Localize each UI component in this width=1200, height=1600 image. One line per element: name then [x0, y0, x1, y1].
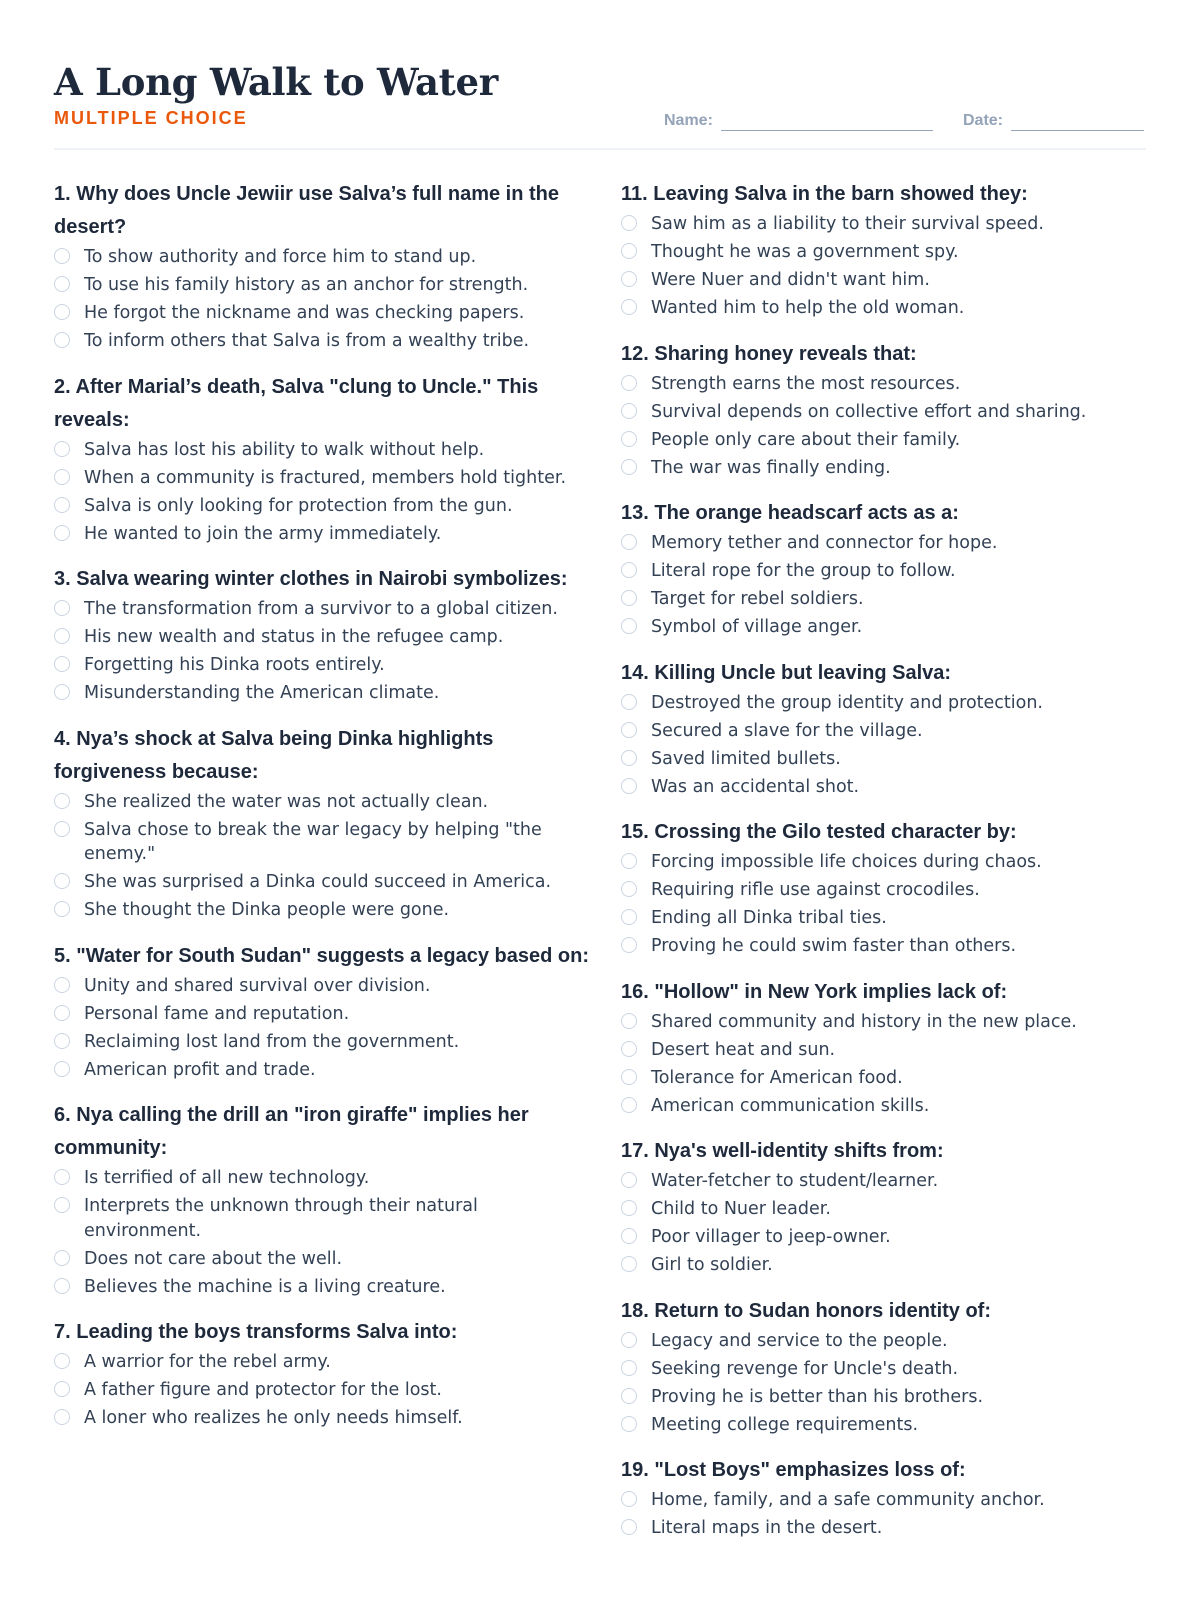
radio-button[interactable]	[621, 1069, 637, 1085]
radio-button[interactable]	[54, 497, 70, 513]
answer-option[interactable]	[54, 625, 589, 650]
answer-option-text: His new wealth and status in the refugee camp.	[84, 627, 504, 647]
answer-option-text: Target for rebel soldiers.	[651, 589, 864, 609]
question-block	[621, 976, 1151, 1119]
radio-button[interactable]	[621, 853, 637, 869]
answer-option[interactable]	[621, 615, 1151, 640]
radio-button[interactable]	[621, 909, 637, 925]
answer-option[interactable]	[54, 1247, 589, 1272]
radio-button[interactable]	[54, 332, 70, 348]
question-text: 15. Crossing the Gilo tested character by:	[621, 821, 1017, 843]
answer-option[interactable]	[621, 1197, 1151, 1222]
radio-button[interactable]	[621, 618, 637, 634]
answer-option-text: Salva is only looking for protection from the gun.	[84, 495, 513, 516]
answer-option[interactable]	[621, 878, 1151, 903]
answer-option[interactable]	[621, 372, 1151, 397]
radio-button[interactable]	[621, 1416, 637, 1432]
answer-option[interactable]	[621, 1413, 1151, 1438]
radio-button[interactable]	[54, 525, 70, 541]
question-text: 3. Salva wearing winter clothes in Nairobi symbolizes:	[54, 568, 568, 590]
answer-option-text: Memory tether and connector for hope.	[651, 533, 998, 553]
radio-button[interactable]	[54, 1197, 70, 1213]
answer-option[interactable]	[621, 906, 1151, 931]
radio-button[interactable]	[54, 276, 70, 292]
question-text: 2. After Marial’s death, Salva "clung to Uncle." This reveals:	[54, 375, 539, 431]
radio-button[interactable]	[621, 590, 637, 606]
answer-option-text: Reclaiming lost land from the government.	[84, 1031, 460, 1052]
answer-option[interactable]	[621, 428, 1151, 453]
answer-option[interactable]	[54, 597, 589, 622]
answer-option[interactable]	[621, 1329, 1151, 1354]
answer-option[interactable]	[621, 1357, 1151, 1382]
radio-button[interactable]	[621, 881, 637, 897]
page-title: A Long Walk to Water	[54, 60, 498, 104]
answer-option-text: Child to Nuer leader.	[651, 1199, 831, 1219]
radio-button[interactable]	[621, 431, 637, 447]
page-subtitle: MULTIPLE CHOICE	[54, 108, 248, 128]
answer-option-text: Believes the machine is a living creature.	[84, 1276, 446, 1297]
answer-option-text: Unity and shared survival over division.	[84, 975, 431, 996]
answer-option[interactable]	[621, 747, 1151, 772]
answer-option[interactable]	[54, 818, 589, 867]
answer-option[interactable]	[54, 1194, 589, 1243]
question-block	[621, 178, 1151, 321]
answer-option[interactable]	[621, 240, 1151, 265]
radio-button[interactable]	[621, 1172, 637, 1188]
radio-button[interactable]	[621, 1228, 637, 1244]
answer-option-text: Was an accidental shot.	[651, 776, 860, 797]
question-text: 11. Leaving Salva in the barn showed they:	[621, 183, 1028, 205]
radio-button[interactable]	[621, 1097, 637, 1113]
worksheet-header	[54, 58, 1146, 134]
radio-button[interactable]	[621, 215, 637, 231]
answer-option-text: Forcing impossible life choices during chaos.	[651, 852, 1042, 872]
answer-option-text: Interprets the unknown through their natural environment.	[84, 1196, 478, 1241]
question-block	[54, 723, 589, 923]
answer-option[interactable]	[621, 1038, 1151, 1063]
answer-option-text: Water-fetcher to student/learner.	[651, 1171, 939, 1191]
question-block	[54, 1316, 589, 1431]
answer-option-text: Literal maps in the desert.	[651, 1518, 883, 1538]
answer-option[interactable]	[621, 296, 1151, 321]
answer-option-text: Is terrified of all new technology.	[84, 1168, 370, 1188]
question-text: 16. "Hollow" in New York implies lack of:	[621, 980, 1008, 1003]
answer-option-text: Poor villager to jeep-owner.	[651, 1227, 891, 1247]
radio-button[interactable]	[54, 684, 70, 700]
answer-option[interactable]	[54, 301, 589, 326]
answer-option-text: A warrior for the rebel army.	[84, 1352, 331, 1372]
radio-button[interactable]	[54, 1278, 70, 1294]
name-line[interactable]	[721, 110, 933, 131]
answer-option-text: Proving he could swim faster than others.	[651, 936, 1017, 956]
radio-button[interactable]	[54, 248, 70, 264]
question-text: 7. Leading the boys transforms Salva into:	[54, 1321, 458, 1343]
answer-option-text: Saw him as a liability to their survival speed.	[651, 214, 1044, 234]
answer-option[interactable]	[621, 1253, 1151, 1278]
answer-option-text: Symbol of village anger.	[651, 617, 863, 637]
answer-option[interactable]	[54, 1058, 589, 1083]
date-line[interactable]	[1011, 110, 1144, 131]
answer-option[interactable]	[621, 400, 1151, 425]
right-question-column	[621, 178, 1151, 1558]
answer-option-text: She thought the Dinka people were gone.	[84, 900, 450, 920]
radio-button[interactable]	[621, 271, 637, 287]
answer-option[interactable]	[54, 494, 589, 519]
answer-option-text: When a community is fractured, members hold tighter.	[84, 467, 567, 488]
answer-option-text: Destroyed the group identity and protection.	[651, 692, 1043, 713]
answer-option[interactable]	[621, 1066, 1151, 1091]
answer-option-text: Forgetting his Dinka roots entirely.	[84, 655, 385, 675]
answer-option[interactable]	[621, 456, 1151, 481]
radio-button[interactable]	[621, 1256, 637, 1272]
left-question-column	[54, 178, 589, 1448]
answer-option-text: To inform others that Salva is from a wealthy tribe.	[84, 331, 530, 351]
answer-option-text: Salva chose to break the war legacy by helping "the enemy."	[84, 819, 542, 864]
question-text: 14. Killing Uncle but leaving Salva:	[621, 661, 952, 684]
radio-button[interactable]	[621, 562, 637, 578]
answer-option-text: Survival depends on collective effort and sharing.	[651, 401, 1087, 422]
question-text: 12. Sharing honey reveals that:	[621, 342, 917, 365]
radio-button[interactable]	[621, 937, 637, 953]
answer-option-text: Wanted him to help the old woman.	[651, 298, 965, 318]
answer-option-text: Proving he is better than his brothers.	[651, 1386, 984, 1407]
question-block	[54, 371, 589, 547]
answer-option[interactable]	[54, 1406, 589, 1431]
answer-option[interactable]	[54, 870, 589, 895]
radio-button[interactable]	[54, 793, 70, 809]
answer-option[interactable]	[54, 245, 589, 270]
answer-option-text: Thought he was a government spy.	[651, 242, 959, 262]
answer-option[interactable]	[621, 850, 1151, 875]
answer-option[interactable]	[621, 719, 1151, 744]
radio-button[interactable]	[621, 243, 637, 259]
answer-option[interactable]	[621, 1094, 1151, 1119]
answer-option[interactable]	[621, 1488, 1151, 1513]
answer-option-text: Secured a slave for the village.	[651, 720, 923, 741]
radio-button[interactable]	[621, 1519, 637, 1535]
answer-option-text: Literal rope for the group to follow.	[651, 561, 956, 581]
answer-option-text: Salva has lost his ability to walk without help.	[84, 439, 485, 460]
answer-option[interactable]	[621, 1225, 1151, 1250]
header-row	[54, 106, 1146, 134]
radio-button[interactable]	[621, 778, 637, 794]
answer-option-text: She realized the water was not actually clean.	[84, 791, 489, 812]
question-block	[621, 1454, 1151, 1541]
radio-button[interactable]	[54, 304, 70, 320]
answer-option[interactable]	[54, 1030, 589, 1055]
answer-option-text: Saved limited bullets.	[651, 748, 841, 769]
answer-option-text: The transformation from a survivor to a global citizen.	[84, 599, 558, 619]
radio-button[interactable]	[621, 375, 637, 391]
answer-option[interactable]	[54, 438, 589, 463]
question-block	[621, 338, 1151, 481]
radio-button[interactable]	[54, 901, 70, 917]
radio-button[interactable]	[54, 1005, 70, 1021]
radio-button[interactable]	[621, 1013, 637, 1029]
name-field[interactable]	[664, 110, 933, 131]
radio-button[interactable]	[54, 600, 70, 616]
answer-option[interactable]	[54, 1002, 589, 1027]
answer-option[interactable]	[621, 1010, 1151, 1035]
radio-button[interactable]	[621, 722, 637, 738]
answer-option[interactable]	[621, 1169, 1151, 1194]
answer-option[interactable]	[54, 790, 589, 815]
radio-button[interactable]	[54, 656, 70, 672]
radio-button[interactable]	[54, 821, 70, 837]
answer-option[interactable]	[621, 212, 1151, 237]
radio-button[interactable]	[621, 1200, 637, 1216]
question-block	[54, 563, 589, 706]
answer-option[interactable]	[54, 466, 589, 491]
answer-option[interactable]	[621, 1516, 1151, 1541]
answer-option-text: Tolerance for American food.	[651, 1067, 903, 1088]
radio-button[interactable]	[54, 873, 70, 889]
answer-option-text: Girl to soldier.	[651, 1255, 773, 1275]
answer-option-text: Meeting college requirements.	[651, 1414, 919, 1435]
answer-option-text: Legacy and service to the people.	[651, 1330, 948, 1351]
answer-option-text: Strength earns the most resources.	[651, 373, 961, 394]
name-label: Name:	[664, 112, 713, 129]
radio-button[interactable]	[621, 1332, 637, 1348]
answer-option-text: Personal fame and reputation.	[84, 1003, 350, 1024]
radio-button[interactable]	[54, 977, 70, 993]
answer-option-text: The war was finally ending.	[651, 457, 891, 478]
answer-option[interactable]	[621, 268, 1151, 293]
answer-option-text: A father figure and protector for the lost.	[84, 1380, 442, 1400]
radio-button[interactable]	[621, 1388, 637, 1404]
radio-button[interactable]	[54, 1061, 70, 1077]
answer-option[interactable]	[54, 1275, 589, 1300]
answer-option-text: Desert heat and sun.	[651, 1039, 836, 1060]
radio-button[interactable]	[621, 459, 637, 475]
answer-option-text: People only care about their family.	[651, 429, 961, 450]
radio-button[interactable]	[54, 1409, 70, 1425]
radio-button[interactable]	[54, 1381, 70, 1397]
answer-option-text: He forgot the nickname and was checking papers.	[84, 303, 525, 323]
question-block	[54, 940, 589, 1083]
radio-button[interactable]	[621, 1360, 637, 1376]
question-text: 18. Return to Sudan honors identity of:	[621, 1299, 991, 1322]
question-block	[621, 816, 1151, 959]
radio-button[interactable]	[621, 403, 637, 419]
radio-button[interactable]	[54, 1353, 70, 1369]
question-text: 5. "Water for South Sudan" suggests a legacy based on:	[54, 944, 589, 967]
answer-option-text: Ending all Dinka tribal ties.	[651, 908, 887, 928]
answer-option-text: A loner who realizes he only needs himself.	[84, 1408, 463, 1428]
answer-option-text: Does not care about the well.	[84, 1248, 343, 1269]
answer-option-text: Home, family, and a safe community anchor.	[651, 1490, 1045, 1510]
answer-option-text: Were Nuer and didn't want him.	[651, 270, 930, 290]
question-block	[54, 178, 589, 354]
question-text: 19. "Lost Boys" emphasizes loss of:	[621, 1459, 966, 1481]
answer-option-text: Misunderstanding the American climate.	[84, 683, 440, 703]
answer-option[interactable]	[54, 522, 589, 547]
answer-option[interactable]	[621, 1385, 1151, 1410]
question-block	[621, 1135, 1151, 1278]
radio-button[interactable]	[54, 441, 70, 457]
answer-option-text: He wanted to join the army immediately.	[84, 523, 442, 544]
answer-option-text: To show authority and force him to stand up.	[84, 247, 477, 267]
answer-option-text: Seeking revenge for Uncle's death.	[651, 1358, 959, 1379]
answer-option[interactable]	[621, 775, 1151, 800]
radio-button[interactable]	[54, 469, 70, 485]
answer-option[interactable]	[621, 691, 1151, 716]
radio-button[interactable]	[621, 1491, 637, 1507]
date-label: Date:	[963, 112, 1004, 129]
answer-option[interactable]	[621, 587, 1151, 612]
answer-option[interactable]	[54, 329, 589, 354]
question-text: 4. Nya’s shock at Salva being Dinka highlights forgiveness because:	[54, 727, 494, 783]
question-text: 17. Nya's well-identity shifts from:	[621, 1140, 944, 1162]
question-block	[621, 497, 1151, 640]
question-block	[621, 1295, 1151, 1438]
answer-option[interactable]	[54, 273, 589, 298]
answer-option[interactable]	[54, 681, 589, 706]
question-block	[54, 1099, 589, 1299]
question-text: 13. The orange headscarf acts as a:	[621, 502, 959, 524]
answer-option-text: American communication skills.	[651, 1095, 930, 1116]
answer-option[interactable]	[54, 1378, 589, 1403]
answer-option-text: Requiring rifle use against crocodiles.	[651, 880, 980, 900]
answer-option[interactable]	[54, 653, 589, 678]
radio-button[interactable]	[621, 299, 637, 315]
header-divider	[54, 148, 1146, 150]
answer-option[interactable]	[621, 559, 1151, 584]
answer-option[interactable]	[54, 974, 589, 999]
date-field[interactable]	[963, 110, 1144, 131]
answer-option[interactable]	[54, 1350, 589, 1375]
radio-button[interactable]	[54, 1250, 70, 1266]
radio-button[interactable]	[54, 1169, 70, 1185]
answer-option-text: She was surprised a Dinka could succeed in America.	[84, 872, 552, 892]
answer-option-text: Shared community and history in the new place.	[651, 1011, 1077, 1032]
radio-button[interactable]	[621, 694, 637, 710]
radio-button[interactable]	[621, 1041, 637, 1057]
answer-option[interactable]	[54, 898, 589, 923]
question-block	[621, 657, 1151, 800]
question-text: 1. Why does Uncle Jewiir use Salva’s full name in the desert?	[54, 183, 559, 238]
answer-option[interactable]	[621, 531, 1151, 556]
question-text: 6. Nya calling the drill an "iron giraffe" implies her community:	[54, 1104, 529, 1159]
answer-option-text: To use his family history as an anchor for strength.	[84, 275, 529, 295]
radio-button[interactable]	[621, 534, 637, 550]
answer-option-text: American profit and trade.	[84, 1059, 316, 1080]
radio-button[interactable]	[54, 1033, 70, 1049]
radio-button[interactable]	[621, 750, 637, 766]
answer-option[interactable]	[54, 1166, 589, 1191]
radio-button[interactable]	[54, 628, 70, 644]
answer-option[interactable]	[621, 934, 1151, 959]
